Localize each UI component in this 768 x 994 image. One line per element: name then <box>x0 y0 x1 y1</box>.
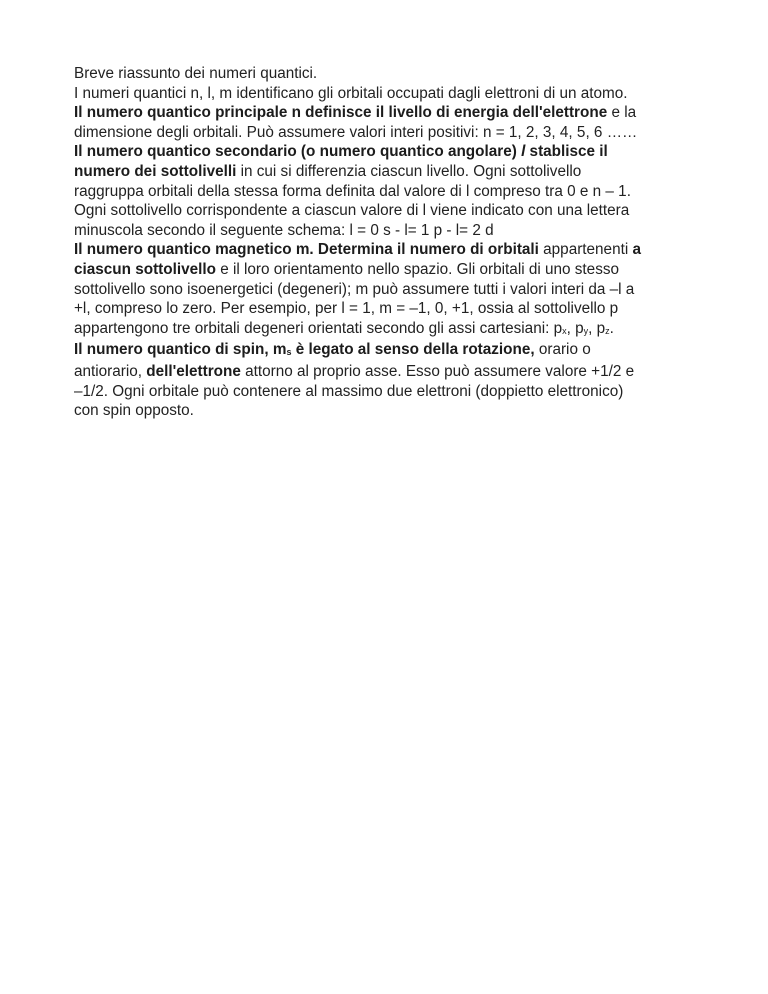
text-run: e la <box>607 104 637 122</box>
text-run: raggruppa orbitali della stessa forma definita dal valore di l compreso tra 0 e n – 1. <box>74 182 631 200</box>
text-line <box>74 162 714 182</box>
bold-text-run: l <box>521 143 526 161</box>
text-line <box>74 142 714 162</box>
bold-text-run: stablisce il <box>525 143 608 161</box>
text-line <box>74 260 714 280</box>
text-run: +l, compreso lo zero. Per esempio, per l = 1, m = –1, 0, +1, ossia al sottolivello p <box>74 300 619 318</box>
text-run: antiorario, <box>74 362 147 380</box>
document-body <box>74 84 714 421</box>
bold-text-run: numero dei sottolivelli <box>74 162 237 180</box>
bold-text-run: Il numero quantico magnetico m. Determina il numero di orbitali <box>74 241 539 259</box>
text-run: –1/2. Ogni orbitale può contenere al massimo due elettroni (doppietto elettronico) <box>74 382 624 400</box>
text-line <box>74 201 714 221</box>
text-line <box>74 340 714 362</box>
text-line <box>74 240 714 260</box>
text-line <box>74 382 714 402</box>
bold-text-run: dell'elettrone <box>146 362 241 380</box>
document-page <box>74 64 714 421</box>
subscript-run: s <box>286 347 292 358</box>
text-run: con spin opposto. <box>74 402 194 420</box>
text-run: , p <box>588 319 606 337</box>
text-run: in cui si differenzia ciascun livello. Ogni sottolivello <box>236 162 582 180</box>
bold-text-run: Il numero quantico principale n definisce il livello di energia dell'elettrone <box>74 104 608 122</box>
text-line <box>74 221 714 241</box>
text-line <box>74 401 714 421</box>
document-title: Breve riassunto dei numeri quantici. <box>74 65 318 82</box>
bold-text-run: Il numero quantico di spin, m <box>74 341 287 359</box>
text-line <box>74 103 714 123</box>
text-run: attorno al proprio asse. Esso può assumere valore +1/2 e <box>240 362 635 380</box>
text-run: sottolivello sono isoenergetici (degeneri); m può assumere tutti i valori interi da –l a <box>74 280 635 298</box>
text-line <box>74 319 714 341</box>
text-run: I numeri quantici n, l, m identificano gli orbitali occupati dagli elettroni di un atomo. <box>74 84 628 102</box>
subscript-run: y <box>583 325 589 336</box>
text-run: e il loro orientamento nello spazio. Gli orbitali di uno stesso <box>215 260 619 278</box>
text-line <box>74 182 714 202</box>
text-run: appartengono tre orbitali degeneri orientati secondo gli assi cartesiani: p <box>74 319 563 337</box>
bold-text-run: Il numero quantico secondario (o numero quantico angolare) <box>74 143 522 161</box>
bold-text-run: ciascun sottolivello <box>74 260 216 278</box>
text-line <box>74 123 714 143</box>
text-line <box>74 299 714 319</box>
text-run: , p <box>566 319 584 337</box>
text-run: . <box>609 319 614 337</box>
text-line <box>74 84 714 104</box>
text-run: orario o <box>534 341 591 359</box>
subscript-run: z <box>605 325 610 336</box>
text-run: Ogni sottolivello corrispondente a ciascun valore di l viene indicato con una lettera <box>74 202 630 220</box>
text-line <box>74 362 714 382</box>
subscript-run: x <box>562 325 567 336</box>
bold-text-run: è legato al senso della rotazione, <box>291 341 535 359</box>
text-run: minuscola secondo il seguente schema: l = 0 s - l= 1 p - l= 2 d <box>74 221 494 239</box>
bold-text-run: a <box>632 241 641 259</box>
text-run: appartenenti <box>538 241 633 259</box>
text-line <box>74 280 714 300</box>
text-run: dimensione degli orbitali. Può assumere valori interi positivi: n = 1, 2, 3, 4, 5, 6 …… <box>74 123 638 141</box>
